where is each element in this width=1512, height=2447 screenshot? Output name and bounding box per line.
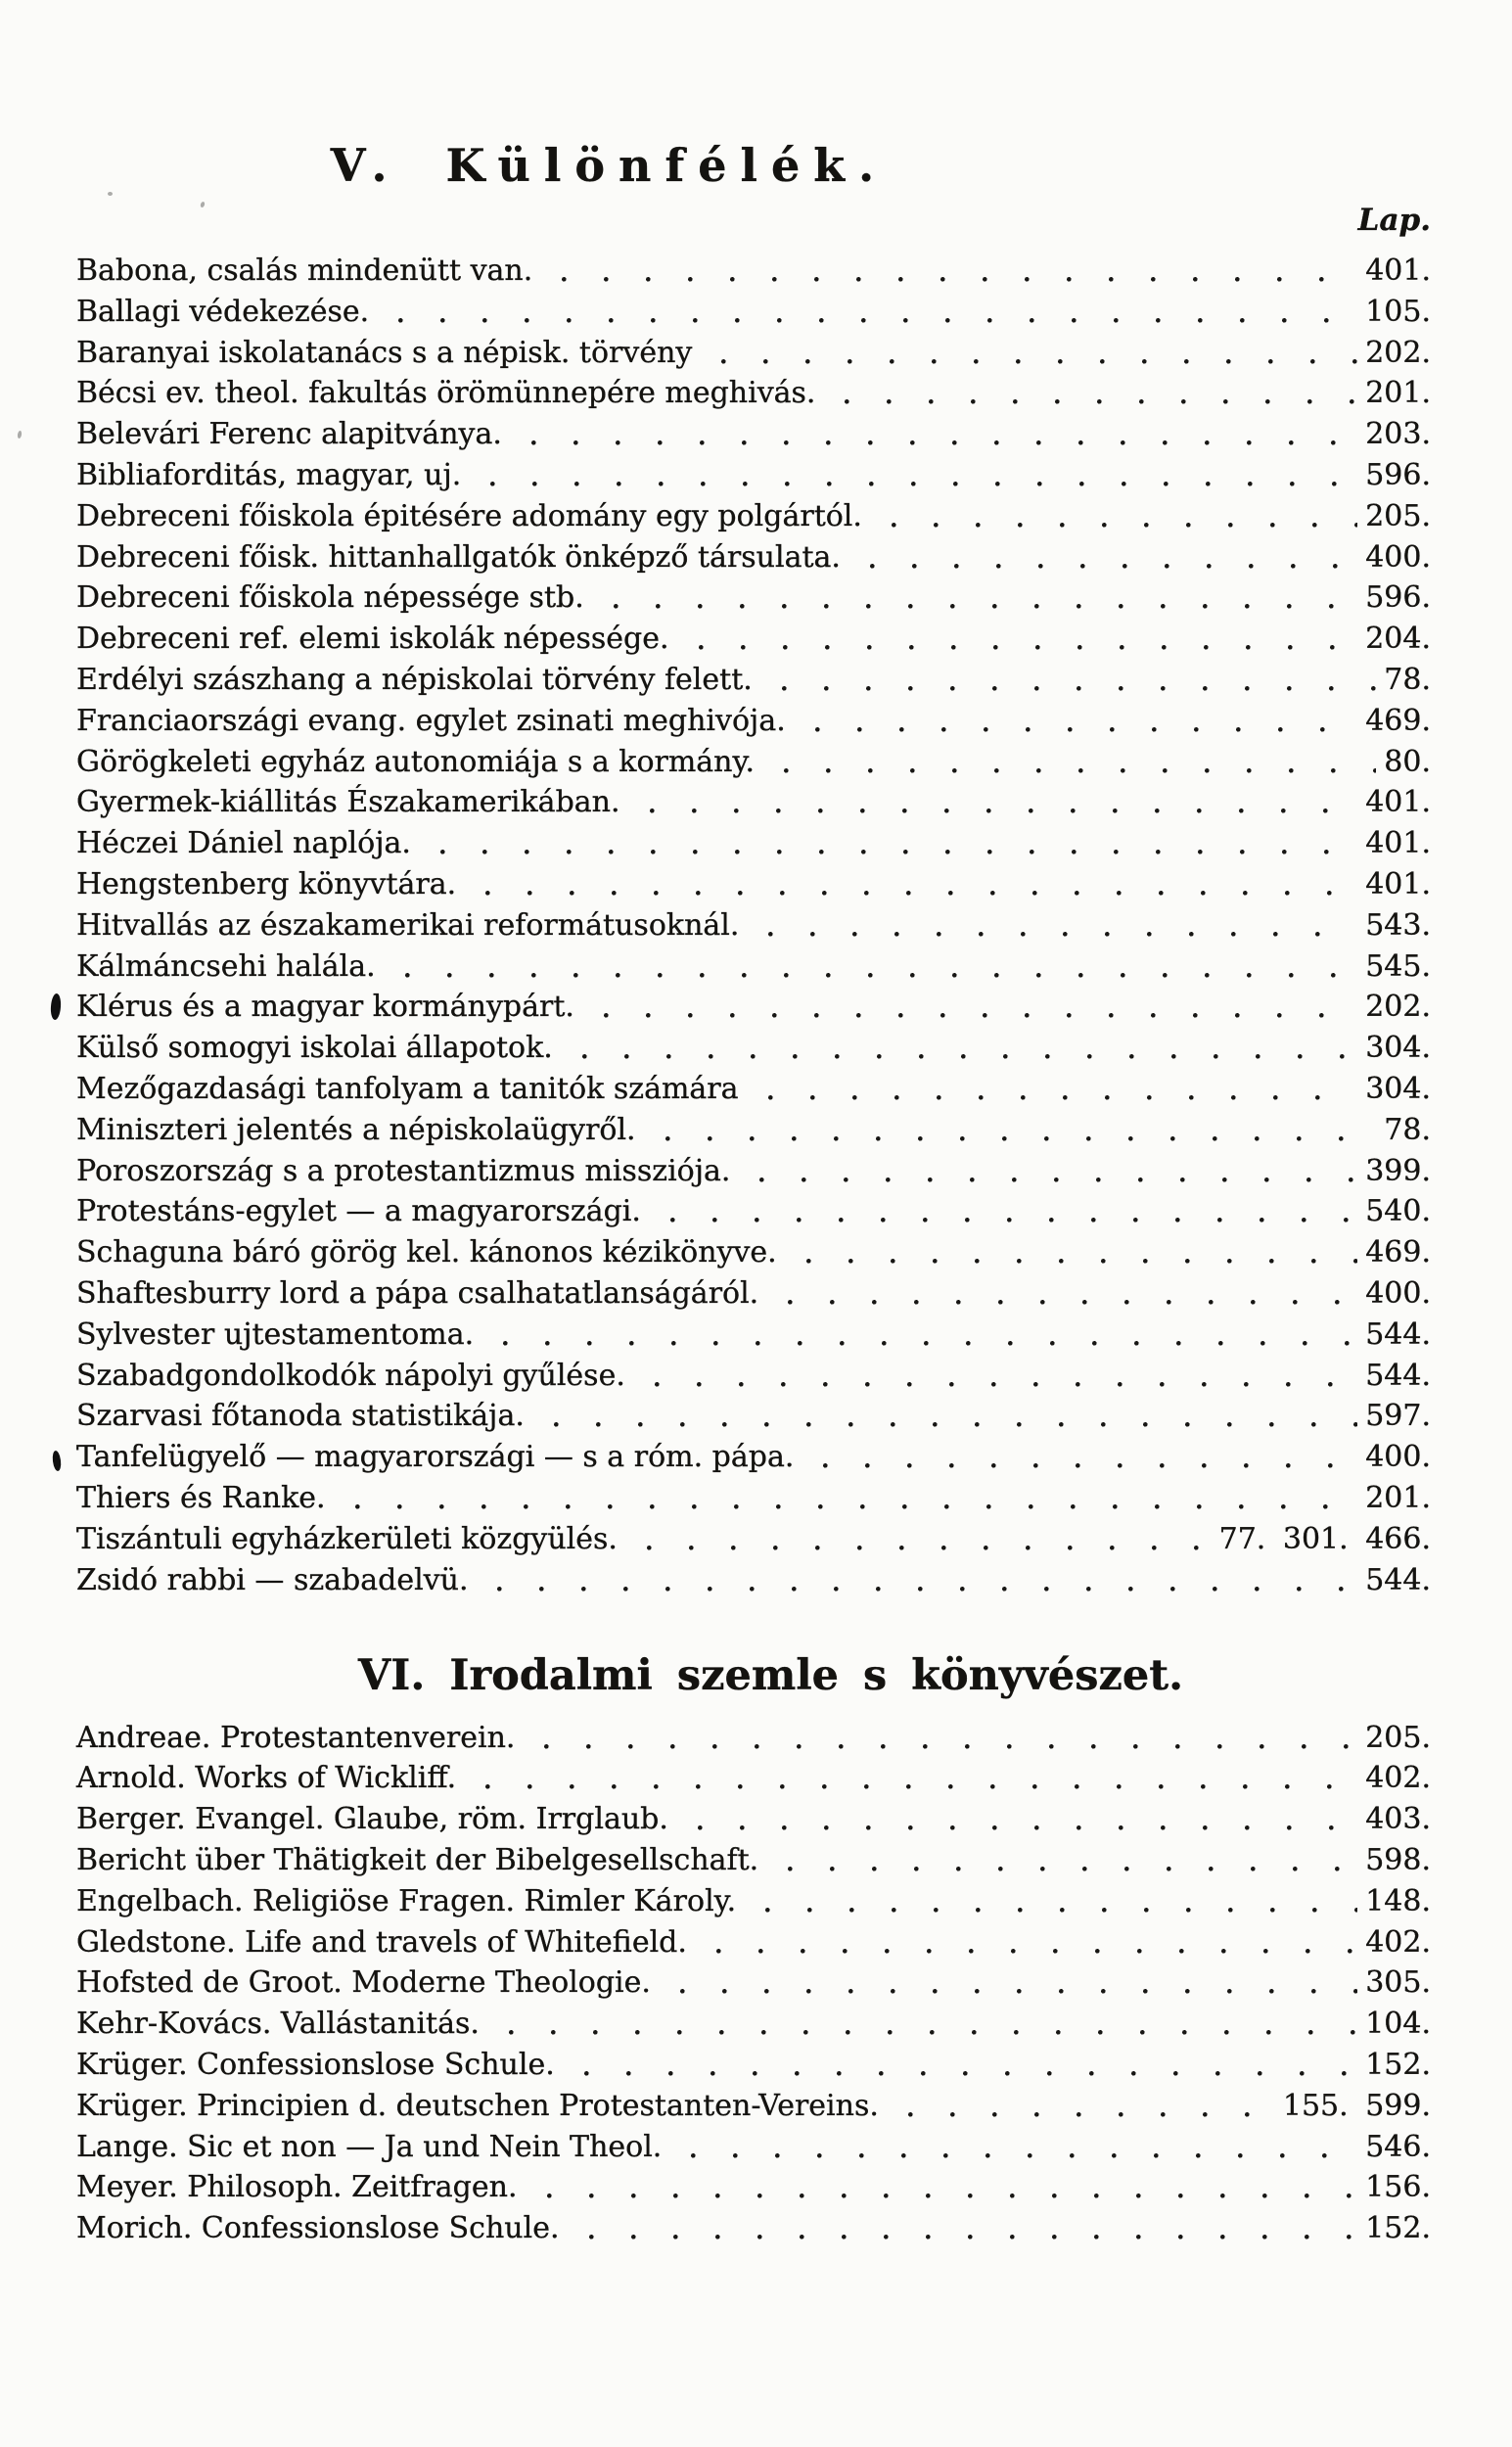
dot-leader xyxy=(829,373,1357,414)
toc-entry xyxy=(76,823,1431,864)
dot-leader xyxy=(481,1560,1357,1601)
entry-title: Zsidó rabbi — szabadelvü. xyxy=(76,1562,469,1597)
entry-page-number: 403. xyxy=(1365,1802,1431,1837)
dot-leader xyxy=(655,1191,1357,1232)
toc-entry xyxy=(76,782,1431,823)
entry-title: Engelbach. Religiöse Fragen. Rimler Károly. xyxy=(76,1883,737,1918)
dot-leader xyxy=(683,619,1358,660)
entry-page-number: 201. xyxy=(1365,1481,1431,1515)
entry-page-number: 148. xyxy=(1365,1883,1431,1918)
entry-page-number: 544. xyxy=(1365,1316,1431,1352)
toc-entry xyxy=(76,987,1431,1028)
toc-entry xyxy=(76,2167,1431,2208)
entry-title: Arnold. Works of Wickliff. xyxy=(76,1761,457,1796)
dot-leader xyxy=(893,2086,1275,2127)
dot-leader xyxy=(706,333,1357,374)
dot-leader xyxy=(744,1151,1357,1192)
entry-title: Debreceni főiskola népessége stb. xyxy=(76,580,584,616)
entry-page-number: 544. xyxy=(1365,1562,1431,1597)
entry-page-number: 152. xyxy=(1365,2048,1431,2083)
toc-entry xyxy=(76,1069,1431,1110)
entry-page-number: 304. xyxy=(1365,1072,1431,1107)
dot-leader xyxy=(340,1478,1358,1519)
entry-page-number: 540. xyxy=(1365,1194,1431,1229)
dot-leader xyxy=(389,946,1358,988)
entry-title: Belevári Ferenc alapitványa. xyxy=(76,417,502,452)
entry-title: Hofsted de Groot. Moderne Theologie. xyxy=(76,1965,651,2001)
toc-entry xyxy=(76,1799,1431,1840)
dot-leader xyxy=(800,701,1357,742)
entry-page-number: 205. xyxy=(1365,498,1431,533)
entry-page-number: 401. xyxy=(1365,826,1431,861)
entry-page-number: 469. xyxy=(1365,703,1431,738)
toc-entry xyxy=(76,1191,1431,1232)
dot-leader xyxy=(538,1396,1357,1437)
entry-title: Hengstenberg könyvtára. xyxy=(76,867,457,902)
dot-leader xyxy=(383,292,1357,333)
entry-title: Szabadgondolkodók nápolyi gyűlése. xyxy=(76,1358,625,1393)
dot-leader xyxy=(876,496,1357,537)
entry-page-number: 401. xyxy=(1365,785,1431,820)
entry-title: Szarvasi főtanoda statistikája. xyxy=(76,1399,525,1434)
entry-page-number: 401. xyxy=(1365,867,1431,902)
toc-entry xyxy=(76,742,1431,783)
toc-entry xyxy=(76,1273,1431,1315)
entry-title: Gledstone. Life and travels of Whitefield. xyxy=(76,1924,687,1960)
toc-entry xyxy=(76,1396,1431,1437)
entry-page-number: 78. xyxy=(1384,1112,1431,1147)
entry-page-number: 399. xyxy=(1365,1153,1431,1188)
dot-leader xyxy=(470,864,1357,905)
toc-entry xyxy=(76,537,1431,578)
entry-title: Andreae. Protestantenverein. xyxy=(76,1720,516,1755)
entry-title: Babona, csalás mindenütt van. xyxy=(76,254,533,289)
entry-title: Poroszország s a protestantizmus missziója. xyxy=(76,1153,731,1188)
entry-page-number: 203. xyxy=(1365,417,1431,452)
toc-entry xyxy=(76,333,1431,374)
entry-title: Hitvallás az északamerikai reformátusoknál. xyxy=(76,907,740,943)
entry-page-number: 402. xyxy=(1365,1761,1431,1796)
entry-title: Baranyai iskolatanács s a népisk. törvény xyxy=(76,335,693,370)
entry-title: Héczei Dániel naplója. xyxy=(76,826,411,861)
entry-title: Klérus és a magyar kormánypárt. xyxy=(76,990,574,1025)
toc-section-vi xyxy=(76,1718,1431,2249)
toc-entry xyxy=(76,660,1431,701)
page-column-header: Lap. xyxy=(1357,203,1431,238)
toc-entry xyxy=(76,2208,1431,2249)
toc-entry xyxy=(76,1437,1431,1478)
entry-page-number: 204. xyxy=(1365,622,1431,657)
entry-title: Tiszántuli egyházkerületi közgyülés. xyxy=(76,1521,618,1556)
entry-title: Sylvester ujtestamentoma. xyxy=(76,1316,475,1352)
toc-entry xyxy=(76,1315,1431,1356)
entry-page-number: 104. xyxy=(1365,2007,1431,2042)
dot-leader xyxy=(531,2167,1358,2208)
toc-entry xyxy=(76,619,1431,660)
entry-page-number: 400. xyxy=(1365,1276,1431,1312)
dot-leader xyxy=(772,1840,1357,1881)
entry-title: Morich. Confessionslose Schule. xyxy=(76,2211,560,2246)
margin-mark xyxy=(50,993,62,1021)
toc-entry xyxy=(76,2086,1431,2127)
dot-leader xyxy=(631,1519,1212,1560)
toc-entry xyxy=(76,2004,1431,2045)
section-v-title: V. Különfélék. xyxy=(330,139,889,192)
entry-title: Bericht über Thätigkeit der Bibelgesellschaft. xyxy=(76,1843,759,1878)
toc-entry xyxy=(76,1962,1431,2004)
entry-title: Mezőgazdasági tanfolyam a tanitók számára xyxy=(76,1072,739,1107)
dot-leader xyxy=(588,987,1357,1028)
toc-entry xyxy=(76,455,1431,496)
entry-page-number: 202. xyxy=(1365,335,1431,370)
toc-entry xyxy=(76,1922,1431,1963)
dot-leader xyxy=(664,1962,1357,2004)
entry-page-number: 152. xyxy=(1365,2211,1431,2246)
entry-page-number: 598. xyxy=(1365,1843,1431,1878)
entry-page-number: 105. xyxy=(1365,294,1431,329)
entry-page-number: 156. xyxy=(1365,2170,1431,2205)
toc-entry xyxy=(76,1232,1431,1273)
entry-title: Erdélyi szászhang a népiskolai törvény felett. xyxy=(76,663,753,698)
entry-title: Debreceni főiskola épitésére adomány egy polgártól. xyxy=(76,498,862,533)
toc-entry xyxy=(76,864,1431,905)
entry-title: Bécsi ev. theol. fakultás örömünnepére meghivás. xyxy=(76,376,816,411)
entry-page-number: 400. xyxy=(1365,539,1431,575)
toc-section-v xyxy=(76,251,1431,1600)
entry-page-number: 78. xyxy=(1384,663,1431,698)
toc-entry xyxy=(76,1560,1431,1601)
dot-leader xyxy=(573,2208,1358,2249)
dot-leader xyxy=(528,1718,1357,1759)
entry-title: Krüger. Principien d. deutschen Protestanten-Vereins. xyxy=(76,2088,879,2123)
dot-leader xyxy=(682,1799,1357,1840)
entry-title: Kehr-Kovács. Vallástanitás. xyxy=(76,2007,480,2042)
entry-page-number: 545. xyxy=(1365,948,1431,984)
toc-entry xyxy=(76,577,1431,619)
entry-page-number: 596. xyxy=(1365,458,1431,493)
dot-leader xyxy=(650,1110,1377,1151)
entry-title: Meyer. Philosoph. Zeitfragen. xyxy=(76,2170,518,2205)
entry-title: Kálmáncsehi halála. xyxy=(76,948,376,984)
toc-entry xyxy=(76,1519,1431,1560)
toc-entry xyxy=(76,1028,1431,1069)
dot-leader xyxy=(701,1922,1357,1963)
entry-title: Ballagi védekezése. xyxy=(76,294,370,329)
dot-leader xyxy=(567,1028,1357,1069)
margin-mark xyxy=(52,1451,62,1472)
toc-entry xyxy=(76,1840,1431,1881)
dot-leader xyxy=(634,782,1358,823)
dot-leader xyxy=(807,1437,1357,1478)
dot-leader xyxy=(753,1069,1358,1110)
toc-entry xyxy=(76,1718,1431,1759)
entry-page-number: 201. xyxy=(1365,376,1431,411)
entry-title: Görögkeleti egyház autonomiája s a kormány. xyxy=(76,744,756,779)
entry-title: Shaftesburry lord a pápa csalhatatlanságáról. xyxy=(76,1276,759,1312)
dot-leader xyxy=(598,577,1357,619)
entry-page-number: 546. xyxy=(1365,2129,1431,2164)
dot-leader xyxy=(753,905,1357,946)
dot-leader xyxy=(791,1232,1357,1273)
toc-entry xyxy=(76,701,1431,742)
entry-page-number: 80. xyxy=(1384,744,1431,779)
entry-title: Franciaországi evang. egylet zsinati meghivója. xyxy=(76,703,786,738)
entry-page-number: 597. xyxy=(1365,1399,1431,1434)
entry-title: Protestáns-egylet — a magyarországi. xyxy=(76,1194,641,1229)
toc-entry xyxy=(76,2127,1431,2168)
entry-page-number: 77. 301. 466. xyxy=(1218,1521,1431,1556)
toc-entry xyxy=(76,292,1431,333)
dot-leader xyxy=(766,660,1376,701)
toc-entry xyxy=(76,373,1431,414)
toc-entry xyxy=(76,1151,1431,1192)
toc-entry xyxy=(76,905,1431,946)
section-vi-title: VI. Irodalmi szemle s könyvészet. xyxy=(357,1651,1184,1701)
dot-leader xyxy=(475,455,1357,496)
dot-leader xyxy=(854,537,1357,578)
scan-speck xyxy=(108,192,113,196)
toc-entry xyxy=(76,1478,1431,1519)
toc-entry xyxy=(76,1356,1431,1397)
dot-leader xyxy=(425,823,1357,864)
entry-page-number: 205. xyxy=(1365,1720,1431,1755)
toc-entry xyxy=(76,496,1431,537)
entry-page-number: 544. xyxy=(1365,1358,1431,1393)
toc-entry xyxy=(76,946,1431,988)
entry-page-number: 596. xyxy=(1365,580,1431,616)
toc-entry xyxy=(76,2045,1431,2086)
toc-entry xyxy=(76,1758,1431,1799)
entry-title: Miniszteri jelentés a népiskolaügyről. xyxy=(76,1112,636,1147)
dot-leader xyxy=(772,1273,1357,1315)
entry-page-number: 400. xyxy=(1365,1440,1431,1475)
entry-title: Bibliaforditás, magyar, uj. xyxy=(76,458,462,493)
entry-title: Berger. Evangel. Glaube, röm. Irrglaub. xyxy=(76,1802,668,1837)
entry-page-number: 543. xyxy=(1365,907,1431,943)
entry-title: Gyermek-kiállitás Északamerikában. xyxy=(76,785,620,820)
toc-entry xyxy=(76,1881,1431,1922)
dot-leader xyxy=(675,2127,1357,2168)
entry-title: Tanfelügyelő — magyarországi — s a róm. pápa. xyxy=(76,1440,795,1475)
dot-leader xyxy=(768,742,1376,783)
dot-leader xyxy=(516,414,1357,455)
dot-leader xyxy=(487,1315,1357,1356)
entry-page-number: 402. xyxy=(1365,1924,1431,1960)
entry-title: Thiers és Ranke. xyxy=(76,1481,326,1515)
entry-page-number: 305. xyxy=(1365,1965,1431,2001)
entry-title: Lange. Sic et non — Ja und Nein Theol. xyxy=(76,2129,663,2164)
entry-page-number: 469. xyxy=(1365,1235,1431,1270)
entry-title: Krüger. Confessionslose Schule. xyxy=(76,2048,555,2083)
entry-page-number: 401. xyxy=(1365,254,1431,289)
toc-entry xyxy=(76,251,1431,292)
entry-title: Schaguna báró görög kel. kánonos kézikönyve. xyxy=(76,1235,777,1270)
dot-leader xyxy=(470,1758,1357,1799)
entry-page-number: 202. xyxy=(1365,990,1431,1025)
toc-entry xyxy=(76,414,1431,455)
toc-entry xyxy=(76,1110,1431,1151)
scan-speck xyxy=(17,431,22,439)
dot-leader xyxy=(493,2004,1357,2045)
dot-leader xyxy=(639,1356,1357,1397)
entry-page-number: 155. 599. xyxy=(1282,2088,1431,2123)
entry-title: Debreceni főisk. hittanhallgatók önképző társulata. xyxy=(76,539,841,575)
dot-leader xyxy=(569,2045,1357,2086)
entry-title: Külső somogyi iskolai állapotok. xyxy=(76,1031,553,1066)
dot-leader xyxy=(546,251,1357,292)
entry-page-number: 304. xyxy=(1365,1031,1431,1066)
dot-leader xyxy=(750,1881,1357,1922)
entry-title: Debreceni ref. elemi iskolák népessége. xyxy=(76,622,669,657)
